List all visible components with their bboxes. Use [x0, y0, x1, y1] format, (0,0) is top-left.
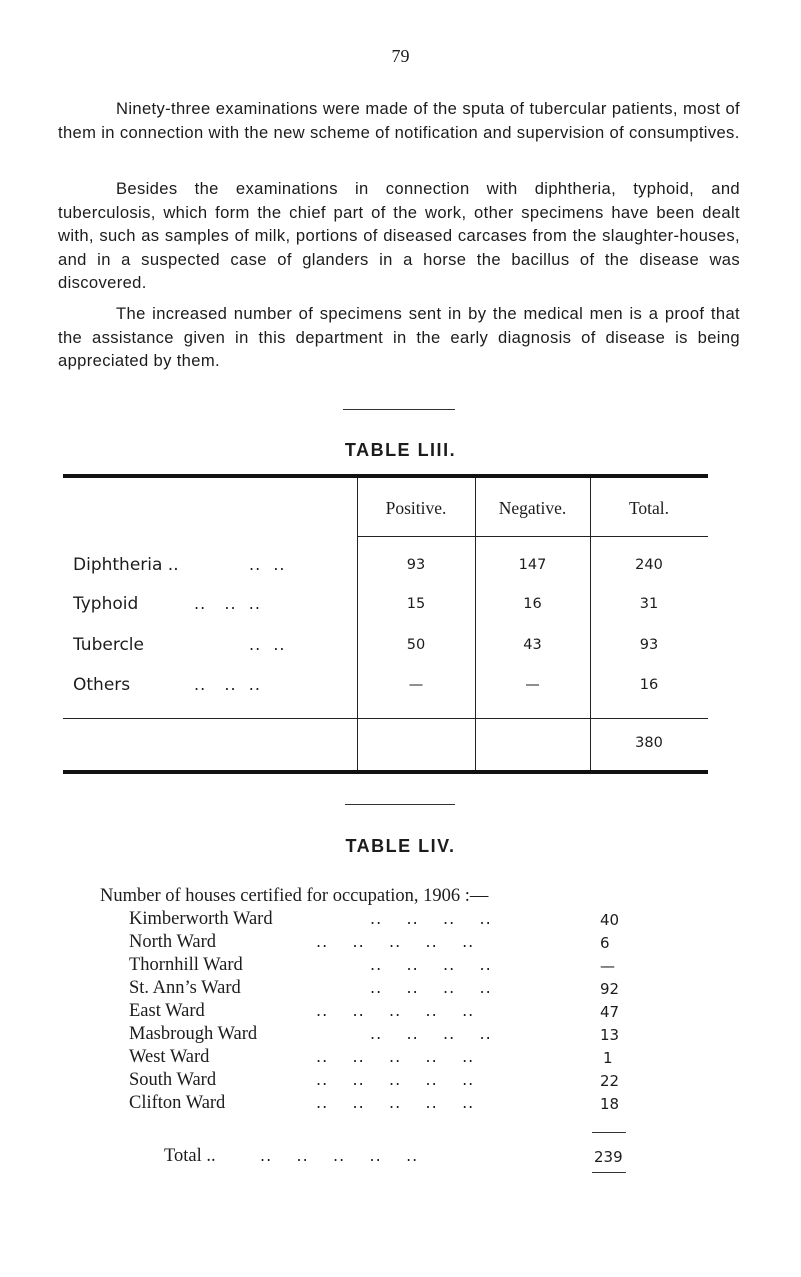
positive-value: 93	[406, 557, 426, 573]
ward-count: 1	[603, 1049, 613, 1067]
total-count: 239	[594, 1148, 623, 1166]
column-divider	[357, 478, 358, 770]
leader-dots: .. .. .. .. ..	[316, 1001, 475, 1020]
ward-name: Masbrough Ward	[129, 1024, 258, 1044]
sum-rule	[592, 1132, 626, 1133]
header-rule	[357, 536, 708, 537]
leader-dots: .. ..	[249, 635, 286, 654]
ward-count: 47	[600, 1003, 620, 1021]
paragraph-medical-men: The increased number of specimens sent in by the medical men is a proof that the assistance given in this department in the early diagnosis of disease is being appreciated by them.	[58, 304, 740, 370]
total-value: 240	[635, 557, 663, 573]
leader-dots: .. ..	[249, 555, 286, 574]
table-liv-heading: Number of houses certified for occupation, 1906 :—	[100, 886, 489, 906]
ward-count: 6	[600, 934, 610, 952]
ward-name: West Ward	[129, 1047, 210, 1067]
positive-value: —	[408, 677, 424, 693]
header-total: Total.	[628, 498, 670, 518]
section-divider	[343, 409, 455, 410]
negative-value: 147	[518, 557, 547, 573]
ward-name: North Ward	[129, 932, 217, 952]
leader-dots: .. .. .. ..	[370, 909, 492, 928]
ward-count: 18	[600, 1095, 620, 1113]
header-positive: Positive.	[385, 498, 447, 518]
ward-count: —	[600, 957, 615, 975]
ward-name: Kimberworth Ward	[129, 909, 273, 929]
row-label: Diphtheria ..	[73, 555, 179, 575]
leader-dots: .. .. .. .. ..	[316, 1093, 475, 1112]
ward-name: East Ward	[129, 1001, 205, 1021]
total-rule	[63, 718, 708, 719]
total-value: 16	[639, 677, 659, 693]
total-value: 93	[639, 637, 659, 653]
grand-total-value: 380	[635, 735, 663, 751]
leader-dots: .. .. ..	[194, 594, 261, 613]
page-number: 79	[391, 46, 410, 66]
positive-value: 50	[406, 637, 426, 653]
paragraph-other-specimens: Besides the examinations in connection with diphtheria, typhoid, and tuberculosis, which form the chief part of the work, other specimens have been dealt with, such as samples of milk, portions of diseased carcases from the slaughter-houses, and in a suspected case of glanders in a horse the bacillus of the disease was discovered.	[58, 179, 740, 292]
ward-name: Clifton Ward	[129, 1093, 226, 1113]
leader-dots: .. .. .. ..	[370, 1024, 492, 1043]
table-liv-title: TABLE LIV.	[345, 836, 456, 856]
ward-count: 13	[600, 1026, 620, 1044]
leader-dots: .. .. .. .. ..	[260, 1146, 419, 1165]
row-label: Typhoid	[73, 594, 139, 614]
negative-value: —	[525, 677, 540, 693]
ward-name: Thornhill Ward	[129, 955, 243, 975]
ward-name: South Ward	[129, 1070, 217, 1090]
negative-value: 16	[523, 596, 542, 612]
ward-count: 40	[600, 911, 620, 929]
positive-value: 15	[406, 596, 426, 612]
total-label: Total ..	[164, 1146, 216, 1166]
row-label: Others	[73, 675, 131, 695]
leader-dots: .. .. .. .. ..	[316, 1070, 475, 1089]
table-bottom-rule	[63, 770, 708, 774]
column-divider	[475, 478, 476, 770]
negative-value: 43	[523, 637, 542, 653]
ward-count: 92	[600, 980, 620, 998]
leader-dots: .. .. .. ..	[370, 978, 492, 997]
leader-dots: .. .. .. .. ..	[316, 1047, 475, 1066]
table-top-rule	[63, 474, 708, 478]
sum-rule	[592, 1172, 626, 1173]
row-label: Tubercle	[73, 635, 144, 655]
leader-dots: .. .. .. ..	[370, 955, 492, 974]
table-liii-title: TABLE LIII.	[344, 440, 457, 460]
header-negative: Negative.	[498, 498, 567, 518]
section-divider	[345, 804, 455, 805]
ward-name: St. Ann’s Ward	[129, 978, 241, 998]
leader-dots: .. .. .. .. ..	[316, 932, 475, 951]
column-divider	[590, 478, 591, 770]
leader-dots: .. .. ..	[194, 675, 261, 694]
paragraph-sputa: Ninety-three examinations were made of the sputa of tubercular patients, most of them in connection with the new scheme of notification and supervision of consumptives.	[58, 99, 740, 142]
ward-count: 22	[600, 1072, 620, 1090]
total-value: 31	[639, 596, 659, 612]
